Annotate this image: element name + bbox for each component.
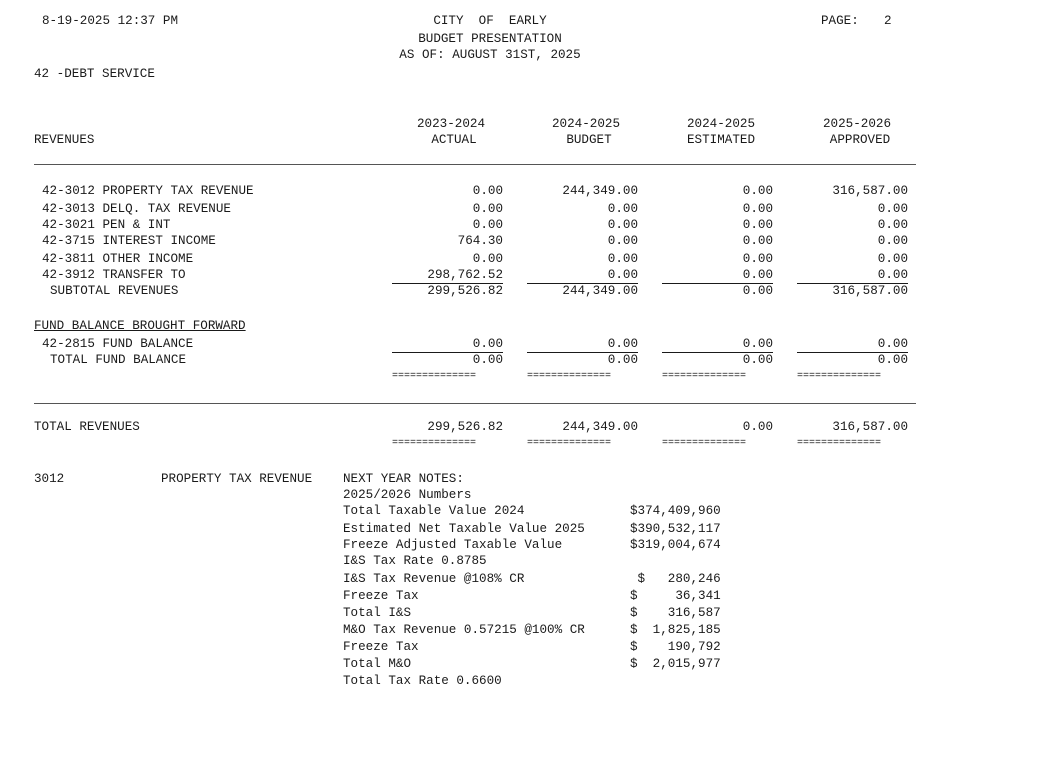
revenue-row-label: 42-3715 INTEREST INCOME [42, 234, 216, 248]
col1-type: ACTUAL [431, 133, 477, 147]
subtotal-approved: 316,587.00 [832, 284, 908, 298]
fund-balance-estimated: 0.00 [662, 337, 773, 353]
report-title-asof: AS OF: AUGUST 31ST, 2025 [399, 48, 581, 62]
double-rule: ============== [392, 371, 477, 382]
total-fund-balance-budget: 0.00 [607, 353, 638, 367]
revenue-row-budget: 0.00 [607, 202, 638, 216]
total-revenues-label: TOTAL REVENUES [34, 420, 140, 434]
revenue-row-budget: 0.00 [607, 252, 638, 266]
subtotal-budget: 244,349.00 [562, 284, 638, 298]
report-title-city: CITY OF EARLY [433, 14, 547, 28]
section-label-revenues: REVENUES [34, 133, 95, 147]
total-fund-balance-actual: 0.00 [472, 353, 503, 367]
note-line: 2025/2026 Numbers [343, 488, 472, 502]
revenue-row-label: 42-3811 OTHER INCOME [42, 252, 194, 266]
revenue-row-budget: 0.00 [607, 218, 638, 232]
revenue-row-estimated: 0.00 [742, 252, 773, 266]
fund-balance-actual: 0.00 [392, 337, 503, 353]
page-label: PAGE: [821, 14, 859, 28]
revenue-row-estimated: 0.00 [742, 202, 773, 216]
report-title-budget: BUDGET PRESENTATION [418, 32, 562, 46]
total-fund-balance-approved: 0.00 [877, 353, 908, 367]
note-value: $ 2,015,977 [630, 657, 721, 671]
fund-name: 42 -DEBT SERVICE [34, 67, 155, 81]
notes-account-code: 3012 [34, 472, 65, 486]
double-rule: ============== [527, 371, 612, 382]
revenue-row-actual: 298,762.52 [392, 268, 503, 284]
note-value: $390,532,117 [630, 522, 721, 536]
note-line: Total Taxable Value 2024 [343, 504, 525, 518]
double-rule: ============== [527, 438, 612, 449]
total-fund-balance-estimated: 0.00 [742, 353, 773, 367]
note-line: Freeze Tax [343, 589, 419, 603]
subtotal-estimated: 0.00 [742, 284, 773, 298]
note-line: Total M&O [343, 657, 412, 671]
revenue-row-actual: 764.30 [457, 234, 503, 248]
note-line: Freeze Tax [343, 640, 419, 654]
revenue-row-approved: 0.00 [877, 202, 908, 216]
note-value: $ 36,341 [630, 589, 721, 603]
note-line: Freeze Adjusted Taxable Value [343, 538, 563, 552]
double-rule: ============== [662, 371, 747, 382]
revenue-row-actual: 0.00 [472, 184, 503, 198]
note-value: $319,004,674 [630, 538, 721, 552]
revenue-row-budget: 0.00 [607, 234, 638, 248]
revenue-row-approved: 0.00 [877, 234, 908, 248]
note-line: Total I&S [343, 606, 412, 620]
double-rule: ============== [662, 438, 747, 449]
col4-year: 2025-2026 [822, 117, 892, 131]
section-divider [34, 403, 916, 404]
revenue-row-estimated: 0.00 [742, 218, 773, 232]
revenue-row-label: 42-3012 PROPERTY TAX REVENUE [42, 184, 254, 198]
note-value: $ 190,792 [630, 640, 721, 654]
note-line: I&S Tax Revenue @108% CR [343, 572, 525, 586]
revenue-row-estimated: 0.00 [742, 234, 773, 248]
fund-balance-heading: FUND BALANCE BROUGHT FORWARD [34, 319, 246, 333]
note-line: I&S Tax Rate 0.8785 [343, 554, 487, 568]
revenue-row-budget: 244,349.00 [562, 184, 638, 198]
col4-type: APPROVED [829, 133, 891, 147]
double-rule: ============== [392, 438, 477, 449]
note-value: $ 280,246 [630, 572, 721, 586]
col2-year: 2024-2025 [551, 117, 621, 131]
note-value: $ 316,587 [630, 606, 721, 620]
total-revenues-approved: 316,587.00 [832, 420, 908, 434]
revenue-row-budget: 0.00 [527, 268, 638, 284]
page-number: 2 [884, 14, 892, 28]
total-fund-balance-label: TOTAL FUND BALANCE [50, 353, 187, 367]
subtotal-actual: 299,526.82 [427, 284, 503, 298]
note-line: NEXT YEAR NOTES: [343, 472, 464, 486]
total-revenues-estimated: 0.00 [742, 420, 773, 434]
note-line: Total Tax Rate 0.6600 [343, 674, 502, 688]
notes-account-name: PROPERTY TAX REVENUE [161, 472, 313, 486]
revenue-row-estimated: 0.00 [742, 184, 773, 198]
fund-balance-approved: 0.00 [797, 337, 908, 353]
subtotal-label: SUBTOTAL REVENUES [50, 284, 179, 298]
total-revenues-budget: 244,349.00 [562, 420, 638, 434]
revenue-row-actual: 0.00 [472, 218, 503, 232]
revenue-row-estimated: 0.00 [662, 268, 773, 284]
note-value: $ 1,825,185 [630, 623, 721, 637]
col2-type: BUDGET [566, 133, 612, 147]
revenue-row-approved: 0.00 [877, 218, 908, 232]
revenue-row-label: 42-3013 DELQ. TAX REVENUE [42, 202, 231, 216]
fund-balance-budget: 0.00 [527, 337, 638, 353]
col1-year: 2023-2024 [416, 117, 486, 131]
header-divider [34, 164, 916, 165]
revenue-row-approved: 0.00 [877, 252, 908, 266]
total-revenues-actual: 299,526.82 [427, 420, 503, 434]
double-rule: ============== [797, 438, 882, 449]
note-value: $374,409,960 [630, 504, 721, 518]
revenue-row-label: 42-3912 TRANSFER TO [42, 268, 186, 282]
fund-balance-row-label: 42-2815 FUND BALANCE [42, 337, 194, 351]
double-rule: ============== [797, 371, 882, 382]
revenue-row-actual: 0.00 [472, 202, 503, 216]
note-line: Estimated Net Taxable Value 2025 [343, 522, 585, 536]
revenue-row-label: 42-3021 PEN & INT [42, 218, 171, 232]
col3-year: 2024-2025 [686, 117, 756, 131]
revenue-row-approved: 316,587.00 [832, 184, 908, 198]
revenue-row-actual: 0.00 [472, 252, 503, 266]
note-line: M&O Tax Revenue 0.57215 @100% CR [343, 623, 585, 637]
revenue-row-approved: 0.00 [797, 268, 908, 284]
report-datetime: 8-19-2025 12:37 PM [42, 14, 179, 28]
col3-type: ESTIMATED [686, 133, 756, 147]
